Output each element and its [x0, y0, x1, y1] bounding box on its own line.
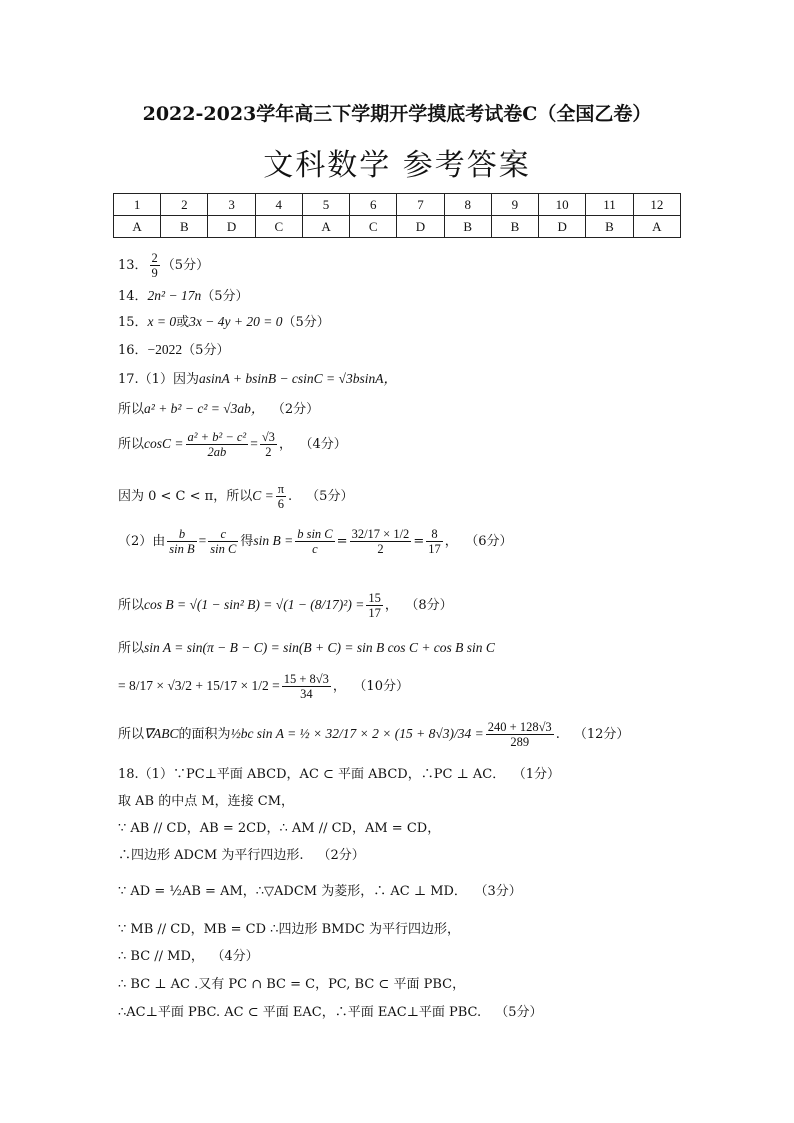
- q17-line-6: 所以cos B = √(1 − sin² B) = √(1 − (8/17)²) = $\frac{15}{17}$ ， （8分）: [118, 591, 453, 620]
- compound-fraction: [350, 527, 412, 556]
- math-expression: a² + b² − c² = √3ab，: [144, 401, 265, 416]
- fraction: [167, 527, 196, 556]
- numerator: 2: [151, 251, 158, 265]
- text: 因为 0 < C < π，所以: [118, 489, 253, 504]
- answer-14: [118, 287, 249, 306]
- denominator: c: [312, 542, 318, 556]
- score: （4分）: [217, 949, 259, 964]
- text: ∴AC⊥平面 PBC. AC ⊂ 平面 EAC，∴平面 EAC⊥平面 PBC.: [118, 1005, 482, 1020]
- text: ∴ BC // MD，: [118, 949, 204, 964]
- score: （1分）: [519, 767, 561, 782]
- table-cell: 11: [586, 194, 633, 216]
- text: 所以: [118, 598, 145, 613]
- q17-line-9: 所以∇ABC的面积为½bc sin A = ½ × 32/17 × 2 × (15 + 8√3)/34 = $\frac{240 + 128√3}{289}$ . （12分）: [118, 720, 630, 749]
- conjunction: 或: [176, 315, 190, 330]
- table-cell: D: [539, 216, 586, 238]
- q17-line-3: 所以cosC = $\frac{\text{a² + b² − c²}}{2ab}$ = $\frac{√3}{2}$ ， （4分）: [118, 430, 347, 459]
- table-cell: 3: [208, 194, 255, 216]
- answer-key-subtitle: 文科数学 参考答案: [263, 148, 531, 183]
- fraction: [426, 527, 443, 556]
- denominator: 6: [277, 497, 284, 511]
- table-cell: 9: [491, 194, 538, 216]
- score: （2分）: [317, 848, 365, 863]
- text: 18.（1）∵PC⊥平面 ABCD，AC ⊂ 平面 ABCD，∴PC ⊥ AC．: [118, 767, 506, 782]
- table-cell: C: [255, 216, 302, 238]
- q17-line-1: [118, 370, 397, 389]
- equals-sign: =: [250, 436, 258, 451]
- answer-13: [118, 251, 209, 280]
- q18-line-6: ∵ MB // CD，MB = CD ∴四边形 BMDC 为平行四边形，: [118, 922, 460, 937]
- denominator: 17: [368, 606, 381, 620]
- q17-line-2: [118, 400, 319, 419]
- numerator: 8: [426, 527, 443, 542]
- q18-line-2: 取 AB 的中点 M，连接 CM，: [118, 794, 295, 809]
- table-cell: D: [208, 216, 255, 238]
- table-cell: 12: [633, 194, 680, 216]
- text: 所以: [118, 437, 145, 452]
- text: 所以: [118, 727, 145, 742]
- text: ∴四边形 ADCM 为平行四边形.: [118, 848, 304, 863]
- table-cell: 10: [539, 194, 586, 216]
- text: （2）由: [118, 534, 166, 549]
- math-expression: ∇ABC: [144, 726, 179, 741]
- denominator: 9: [151, 266, 158, 280]
- question-number-row: [114, 194, 681, 216]
- score: （5分）: [495, 1005, 543, 1020]
- table-cell: 5: [302, 194, 349, 216]
- fraction: [186, 430, 249, 459]
- q18-line-8: ∴ BC ⊥ AC .又有 PC ∩ BC = C，PC, BC ⊂ 平面 PBC，: [118, 977, 466, 992]
- table-cell: 2: [161, 194, 208, 216]
- math-expression: cos B = √(1 − sin² B) = √(1 − (8/17)²) =: [144, 597, 365, 612]
- score: （4分）: [305, 437, 347, 452]
- numerator: b: [167, 527, 196, 542]
- question-label: 16．: [118, 343, 148, 358]
- table-cell: 1: [114, 194, 161, 216]
- numerator: π: [277, 482, 285, 496]
- exam-title: 2022-2023学年高三下学期开学摸底考试卷C（全国乙卷）: [142, 103, 652, 125]
- q18-line-3: ∵ AB // CD，AB = 2CD，∴ AM // CD，AM = CD，: [118, 821, 441, 836]
- score: （12分）: [573, 727, 630, 742]
- denominator: 2: [265, 445, 272, 459]
- denominator: sin B: [169, 542, 195, 556]
- text: 17.（1）因为: [118, 372, 199, 387]
- equals-sign: =: [198, 533, 207, 548]
- q17-line-8: = 8/17 × √3/2 + 15/17 × 1/2 = $\frac{15 + 8√3}{34}$ ， （10分）: [118, 672, 409, 701]
- denominator: 34: [300, 687, 313, 701]
- score: （5分）: [161, 258, 210, 273]
- q18-line-5: [118, 883, 522, 901]
- score: （5分）: [201, 289, 249, 304]
- numerator: 15 + 8√3: [283, 672, 329, 686]
- math-expression: sin B =: [253, 533, 294, 548]
- score: （8分）: [411, 598, 453, 613]
- fraction: [208, 527, 238, 556]
- fraction: [486, 720, 554, 749]
- q18-line-1: [118, 766, 560, 784]
- numerator: b sin C: [297, 527, 333, 541]
- q18-line-4: [118, 847, 365, 865]
- table-cell: 6: [350, 194, 397, 216]
- score: （3分）: [480, 884, 522, 899]
- table-cell: 4: [255, 194, 302, 216]
- denominator: 17: [428, 542, 441, 556]
- q17-line-4: 因为 0 < C < π，所以C = $\frac{\pi}{6}$ . （5分）: [118, 482, 354, 511]
- denominator: 2ab: [207, 445, 227, 459]
- numerator: 240 + 128√3: [487, 720, 552, 734]
- q18-line-9: [118, 1004, 542, 1022]
- math-expression: −2022: [147, 342, 183, 357]
- table-cell: B: [491, 216, 538, 238]
- text: 所以: [118, 641, 145, 656]
- question-label: 15．: [118, 315, 148, 330]
- math-expression: cosC =: [144, 436, 184, 451]
- question-label: 14．: [118, 289, 148, 304]
- score: （10分）: [359, 679, 409, 694]
- table-cell: B: [586, 216, 633, 238]
- math-expression: x = 0: [147, 314, 177, 329]
- math-expression: asinA + bsinB − csinC = √3bsinA，: [198, 371, 397, 386]
- fraction: [260, 430, 277, 459]
- table-cell: A: [302, 216, 349, 238]
- answer-16: [118, 341, 229, 360]
- numerator: 15: [368, 591, 381, 605]
- table-cell: C: [350, 216, 397, 238]
- text: 所以: [118, 402, 145, 417]
- math-expression: C =: [252, 488, 274, 503]
- q17-line-5: （2）由 $\frac{b}{\text{sin B}}$ = $\frac{c}{\text{sin C}}$ 得sin B = $\frac{\text{b sin C}}{c}$ = $\frac{32/17 \times 1/2}{2}$ = $\frac{8}{17}$ ， （6分）: [118, 527, 513, 556]
- table-cell: 7: [397, 194, 444, 216]
- fraction: [366, 591, 383, 620]
- math-expression: 2n² − 17n: [147, 288, 202, 303]
- table-cell: B: [444, 216, 491, 238]
- text: ∵ AD = ½AB = AM，∴▽ADCM 为菱形，∴ AC ⊥ MD．: [118, 884, 467, 899]
- score: （2分）: [278, 402, 320, 417]
- denominator: 2: [377, 542, 384, 556]
- score: （5分）: [282, 315, 330, 330]
- answer-row: [114, 216, 681, 238]
- q18-line-7: [118, 948, 259, 966]
- table-cell: A: [114, 216, 161, 238]
- table-cell: 8: [444, 194, 491, 216]
- numerator: a² + b² − c²: [187, 430, 247, 444]
- math-expression: ½bc sin A = ½ × 32/17 × 2 × (15 + 8√3)/34 =: [230, 726, 484, 741]
- question-label: 13．: [118, 258, 148, 273]
- table-cell: B: [161, 216, 208, 238]
- answer-15: [118, 313, 330, 332]
- score: （5分）: [182, 343, 230, 358]
- numerator: c: [208, 527, 238, 542]
- fraction: [150, 251, 160, 280]
- answer-table: [113, 193, 681, 238]
- denominator: 289: [510, 735, 530, 749]
- fraction: [276, 482, 286, 511]
- numerator: 32/17 × 1/2: [351, 527, 410, 541]
- denominator: sin C: [210, 542, 237, 556]
- text: 得: [240, 534, 254, 549]
- text: 的面积为: [178, 727, 231, 742]
- fraction: [282, 672, 331, 701]
- q17-line-7: [118, 639, 495, 658]
- fraction: [295, 527, 334, 556]
- table-cell: A: [633, 216, 680, 238]
- table-cell: D: [397, 216, 444, 238]
- math-expression: 3x − 4y + 20 = 0: [189, 314, 283, 329]
- math-expression: = 8/17 × √3/2 + 15/17 × 1/2 =: [118, 678, 280, 693]
- score: （6分）: [471, 534, 513, 549]
- numerator: √3: [261, 430, 275, 444]
- score: （5分）: [306, 489, 354, 504]
- math-expression: sin A = sin(π − B − C) = sin(B + C) = sin B cos C + cos B sin C: [144, 640, 495, 655]
